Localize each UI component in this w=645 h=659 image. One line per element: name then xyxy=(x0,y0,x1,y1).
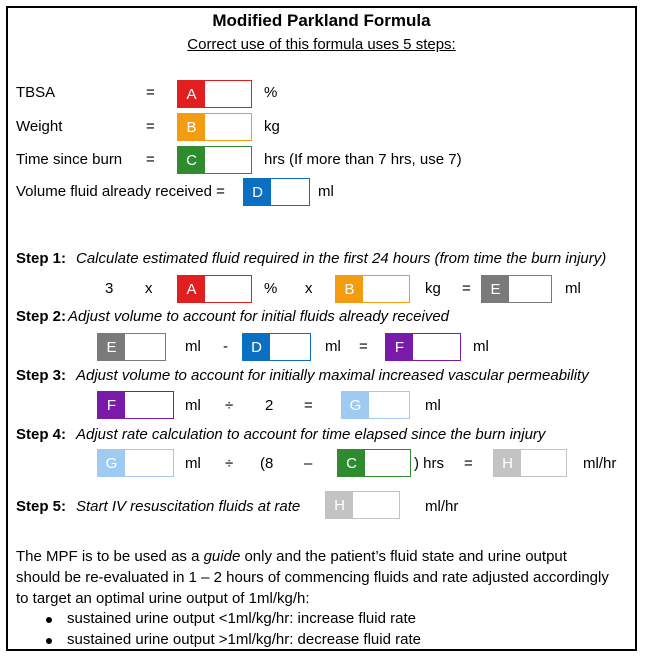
step2-box-f-tag: F xyxy=(386,334,413,360)
volume-unit: ml xyxy=(318,183,334,200)
time-equals: = xyxy=(146,151,155,168)
step1-percent: % xyxy=(264,280,278,297)
weight-equals: = xyxy=(146,118,155,135)
note-line-2: should be re-evaluated in 1 – 2 hours of commencing fluids and rate adjusted accordingly xyxy=(16,569,609,586)
step2-ml2: ml xyxy=(325,338,341,355)
step1-equals: = xyxy=(462,280,471,297)
time-unit: hrs (If more than 7 hrs, use 7) xyxy=(264,151,462,168)
step4-box-c-tag: C xyxy=(338,450,365,476)
step4-box-h[interactable] xyxy=(493,449,567,477)
note-guide-emphasis: guide xyxy=(203,548,241,565)
step4-divide: ÷ xyxy=(225,455,234,472)
step1-kg: kg xyxy=(425,280,441,297)
weight-box-tag: B xyxy=(178,114,205,140)
step4-unit: ml/hr xyxy=(583,455,617,472)
step2-box-d-tag: D xyxy=(243,334,270,360)
step3-ml2: ml xyxy=(425,397,441,414)
step1-box-a-tag: A xyxy=(178,276,205,302)
step5-label: Step 5: xyxy=(16,498,67,515)
step1-box-e[interactable] xyxy=(481,275,552,303)
step3-text: Adjust volume to account for initially maximal increased vascular permeability xyxy=(76,367,589,384)
time-box-tag: C xyxy=(178,147,205,173)
step4-ml: ml xyxy=(185,455,201,472)
step2-ml1: ml xyxy=(185,338,201,355)
volume-box-tag: D xyxy=(244,179,271,205)
step3-box-g[interactable] xyxy=(341,391,410,419)
step3-box-f-tag: F xyxy=(98,392,125,418)
step1-times2: x xyxy=(305,280,313,297)
step1-factor: 3 xyxy=(105,280,114,297)
step2-box-d[interactable] xyxy=(242,333,311,361)
step1-box-b-tag: B xyxy=(336,276,363,302)
step2-label: Step 2: xyxy=(16,308,67,325)
step1-times1: x xyxy=(145,280,153,297)
time-input-box[interactable] xyxy=(177,146,252,174)
step5-unit: ml/hr xyxy=(425,498,459,515)
step1-box-a[interactable] xyxy=(177,275,252,303)
note-line-1-pre: The MPF is to be used as a xyxy=(16,548,204,565)
step4-close-paren: ) hrs xyxy=(414,455,444,472)
step4-label: Step 4: xyxy=(16,426,67,443)
step5-box-h-tag: H xyxy=(326,492,353,518)
step1-text: Calculate estimated fluid required in the first 24 hours (from time the burn injury) xyxy=(76,250,607,267)
step2-text: Adjust volume to account for initial fluids already received xyxy=(68,308,450,325)
formula-card xyxy=(6,6,637,651)
tbsa-equals: = xyxy=(146,84,155,101)
step4-text: Adjust rate calculation to account for time elapsed since the burn injury xyxy=(76,426,546,443)
tbsa-box-tag: A xyxy=(178,81,205,107)
weight-unit: kg xyxy=(264,118,280,135)
step4-box-g-tag: G xyxy=(98,450,125,476)
step4-box-c[interactable] xyxy=(337,449,411,477)
weight-label: Weight xyxy=(16,118,63,135)
weight-input-box[interactable] xyxy=(177,113,252,141)
step4-minus: – xyxy=(304,455,313,472)
volume-input-box[interactable] xyxy=(243,178,310,206)
bullet-dot-1 xyxy=(46,617,52,623)
note-line-1 xyxy=(16,548,567,566)
volume-label: Volume fluid already received = xyxy=(16,183,225,200)
step2-box-e-tag: E xyxy=(98,334,125,360)
step3-box-g-tag: G xyxy=(342,392,369,418)
step3-box-f[interactable] xyxy=(97,391,174,419)
note-line-1-post: only and the patient’s fluid state and urine output xyxy=(240,548,567,565)
step3-label: Step 3: xyxy=(16,367,67,384)
step1-label: Step 1: xyxy=(16,250,67,267)
step2-minus: - xyxy=(223,338,228,355)
bullet-item-1: sustained urine output <1ml/kg/hr: increase fluid rate xyxy=(67,610,416,627)
step3-ml1: ml xyxy=(185,397,201,414)
page-subtitle: Correct use of this formula uses 5 steps: xyxy=(187,36,456,53)
step3-two: 2 xyxy=(265,397,274,414)
step5-box-h[interactable] xyxy=(325,491,400,519)
step3-equals: = xyxy=(304,397,313,414)
step3-divide: ÷ xyxy=(225,397,234,414)
time-label: Time since burn xyxy=(16,151,123,168)
step1-ml: ml xyxy=(565,280,581,297)
step1-box-e-tag: E xyxy=(482,276,509,302)
note-line-3: to target an optimal urine output of 1ml/kg/h: xyxy=(16,590,310,607)
tbsa-input-box[interactable] xyxy=(177,80,252,108)
step2-equals: = xyxy=(359,338,368,355)
step4-box-h-tag: H xyxy=(494,450,521,476)
tbsa-unit: % xyxy=(264,84,278,101)
step4-equals: = xyxy=(464,455,473,472)
step2-ml3: ml xyxy=(473,338,489,355)
step2-box-f[interactable] xyxy=(385,333,461,361)
page-title: Modified Parkland Formula xyxy=(212,11,431,30)
bullet-item-2: sustained urine output >1ml/kg/hr: decrease fluid rate xyxy=(67,631,421,648)
step1-box-b[interactable] xyxy=(335,275,410,303)
step4-open-paren: (8 xyxy=(260,455,274,472)
bullet-dot-2 xyxy=(46,638,52,644)
step5-text: Start IV resuscitation fluids at rate xyxy=(76,498,301,515)
tbsa-label: TBSA xyxy=(16,84,56,101)
step2-box-e[interactable] xyxy=(97,333,166,361)
step4-box-g[interactable] xyxy=(97,449,174,477)
